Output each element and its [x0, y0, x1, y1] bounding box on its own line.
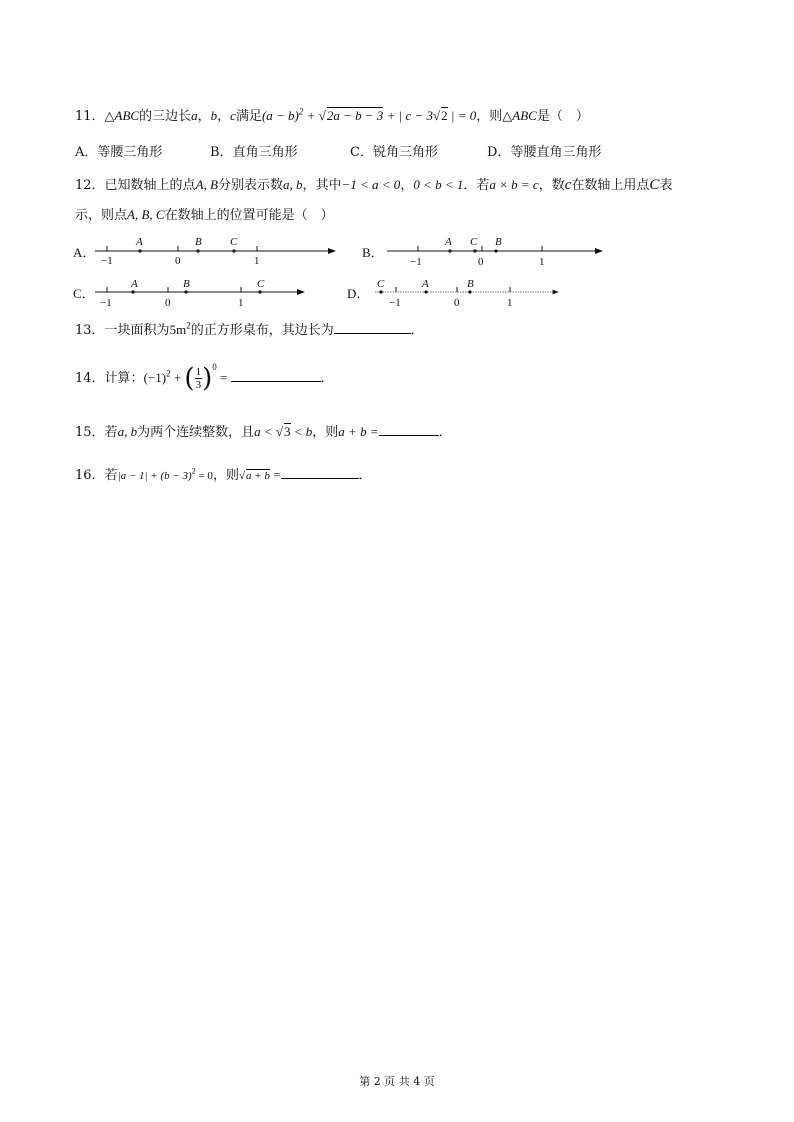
- q11-text: 是（ ）: [536, 109, 589, 124]
- label-a: A: [422, 278, 429, 290]
- label-1: 1: [254, 255, 260, 267]
- label-0: 0: [478, 256, 484, 268]
- label-b: B: [195, 236, 202, 248]
- q11-cond-sqrt2: 2: [441, 108, 448, 123]
- q11-var-c: c: [230, 108, 236, 123]
- q16-end: ．: [358, 468, 372, 483]
- q16-expr-end: = 0: [195, 470, 213, 482]
- q16-expr: |a − 1| + (b − 3): [117, 470, 192, 482]
- q12-text: 示，则点: [75, 208, 128, 223]
- label-neg1: −1: [100, 297, 112, 309]
- q12-option-b-label[interactable]: B．: [362, 245, 384, 260]
- q14-plus: +: [170, 370, 185, 385]
- point-a: [424, 290, 427, 293]
- option-label: C．: [350, 145, 373, 160]
- q13-area-sup: 2: [186, 320, 191, 331]
- page-footer: 第 2 页 共 4 页: [359, 1075, 435, 1088]
- point-a: [138, 249, 141, 252]
- question-12-line1: [75, 175, 672, 196]
- q15-vars: a, b: [117, 424, 138, 439]
- q14-term2-sup: 0: [212, 362, 217, 372]
- q15-expr: a + b =: [338, 424, 379, 439]
- q15-ineq: a <: [254, 424, 273, 439]
- q16-expr-sup: 2: [191, 466, 196, 476]
- q12-text: ．若: [463, 178, 490, 193]
- option-label: A．: [75, 145, 98, 160]
- q12-text: ，: [400, 178, 414, 193]
- q11-cond-sqrt: 2a − b − 3: [326, 108, 384, 123]
- q12-option-d-label[interactable]: D．: [347, 286, 370, 301]
- label-a: A: [136, 236, 143, 248]
- q12-cond: 0 < b < 1: [413, 177, 464, 192]
- q11-triangle: △ABC: [502, 108, 537, 123]
- q12-points: A, B: [195, 177, 218, 192]
- q11-cond-part: + | c − 3: [383, 108, 433, 123]
- q11-text: 满足: [235, 109, 262, 124]
- label-c: C: [257, 278, 265, 290]
- q15-number: 15．: [75, 425, 105, 440]
- q11-comma: ，: [197, 109, 211, 124]
- q11-option-b[interactable]: [210, 143, 298, 163]
- q15-text: 若: [104, 425, 118, 440]
- q12-nums: a, b: [282, 177, 303, 192]
- label-b: B: [467, 278, 474, 290]
- option-text: 锐角三角形: [372, 145, 438, 160]
- q13-number: 13．: [75, 323, 105, 338]
- label-0: 0: [454, 297, 460, 309]
- q16-sqrt-expr: a + b: [246, 470, 270, 482]
- q14-left-paren: (: [184, 363, 195, 394]
- point-a: [448, 249, 451, 252]
- q11-triangle: △ABC: [104, 108, 140, 123]
- q14-term1: (−1): [143, 370, 167, 385]
- q14-eq: =: [216, 370, 231, 385]
- q11-var-b: b: [210, 108, 218, 123]
- q15-text: 为两个连续整数，且: [137, 425, 255, 440]
- question-16: 16．若$|a - 1| + (b - 3)^2 = 0$，则√a + b = ．: [75, 466, 372, 483]
- q14-right-paren: ): [202, 363, 213, 394]
- q11-option-c[interactable]: [350, 143, 438, 163]
- label-0: 0: [165, 297, 171, 309]
- q16-text: ，则: [212, 468, 239, 483]
- q12-points: A, B, C: [127, 207, 165, 222]
- q11-cond-plus: +: [303, 108, 319, 123]
- label-neg1: −1: [101, 255, 113, 267]
- q11-cond-part: | = 0: [447, 108, 477, 123]
- q13-text: 的正方形桌布，其边长为: [190, 323, 334, 338]
- q14-answer-blank[interactable]: [231, 368, 321, 382]
- label-b: B: [495, 236, 502, 248]
- q12-option-d-axis[interactable]: [375, 278, 558, 309]
- q11-option-d[interactable]: [487, 143, 601, 163]
- label-c: C: [377, 278, 385, 290]
- q11-text: 的三边长: [139, 109, 192, 124]
- q11-condition: $(a - b)^2 + √2a - b - 3$ + | c − 3√2 | = 0: [261, 106, 477, 123]
- q13-answer-blank[interactable]: [334, 320, 411, 334]
- q12-cond: a × b = c: [489, 177, 539, 192]
- q12-text: 在数轴上用点: [571, 178, 650, 193]
- point-c: [473, 249, 476, 252]
- label-1: 1: [539, 256, 545, 268]
- question-15: 15．若a, b为两个连续整数，且a < √3 < b，则a + b = ．: [75, 424, 452, 440]
- point-c: [232, 249, 235, 252]
- q14-frac-num: 1: [195, 366, 202, 378]
- q11-cond-part: (a − b): [261, 108, 299, 123]
- q12-var: C: [649, 177, 660, 193]
- option-text: 直角三角形: [232, 145, 298, 160]
- q16-text: 若: [104, 468, 118, 483]
- q12-option-c-label[interactable]: C．: [73, 286, 95, 301]
- q11-option-a[interactable]: [75, 143, 162, 163]
- point-c: [379, 290, 382, 293]
- question-12-line2: [75, 205, 334, 226]
- q14-frac-den: 3: [195, 379, 202, 391]
- q14-end: ．: [320, 371, 334, 386]
- label-neg1: −1: [410, 256, 422, 268]
- option-text: 等腰直角三角形: [510, 145, 602, 160]
- point-b: [184, 290, 187, 293]
- label-a: A: [445, 236, 452, 248]
- point-b: [468, 290, 471, 293]
- q15-sqrt: 3: [284, 424, 291, 439]
- q12-text: ，数: [538, 178, 565, 193]
- label-a: A: [131, 278, 138, 290]
- q15-end: ．: [438, 425, 452, 440]
- q12-text: 表: [659, 178, 673, 193]
- point-c: [258, 290, 261, 293]
- option-label: D．: [487, 145, 511, 160]
- point-b: [494, 249, 497, 252]
- q11-text: ，则: [476, 109, 503, 124]
- q12-option-a-axis[interactable]: [95, 236, 335, 267]
- q11-var-a: a: [191, 108, 198, 123]
- q12-option-a-label[interactable]: A．: [73, 245, 96, 260]
- q12-option-b-axis[interactable]: [387, 236, 602, 268]
- q12-var: c: [564, 177, 572, 193]
- label-neg1: −1: [389, 297, 401, 309]
- label-1: 1: [238, 297, 244, 309]
- q16-number: 16．: [75, 468, 105, 483]
- q14-fraction: [195, 366, 203, 391]
- q12-number-lines: [0, 232, 794, 312]
- q15-text: ，则: [312, 425, 339, 440]
- label-c: C: [470, 236, 478, 248]
- q11-comma: ，: [217, 109, 231, 124]
- q15-answer-blank[interactable]: [379, 422, 439, 436]
- q14-text: 计算：: [104, 371, 144, 386]
- option-label: B．: [210, 145, 233, 160]
- q13-text: 一块面积为: [104, 323, 170, 338]
- point-a: [131, 290, 134, 293]
- q15-ineq: < b: [293, 424, 313, 439]
- q14-term1-sup: 2: [166, 368, 171, 379]
- q12-text: 已知数轴上的点: [104, 178, 196, 193]
- q16-eq: =: [269, 467, 281, 482]
- q13-end: ．: [410, 323, 424, 338]
- label-b: B: [183, 278, 190, 290]
- q14-number: 14．: [75, 371, 105, 386]
- question-11: [75, 106, 589, 127]
- q12-text: 分别表示数: [217, 178, 283, 193]
- q12-text: 在数轴上的位置可能是（ ）: [164, 208, 334, 223]
- q11-cond-sup: 2: [298, 106, 304, 117]
- question-13: [75, 320, 424, 341]
- q16-answer-blank[interactable]: [281, 465, 359, 479]
- option-text: 等腰三角形: [97, 145, 163, 160]
- question-14: [75, 362, 334, 394]
- q11-number: 11．: [75, 109, 105, 124]
- label-0: 0: [175, 255, 181, 267]
- q12-number: 12．: [75, 178, 105, 193]
- q13-area: 5m: [169, 322, 187, 337]
- q12-option-c-axis[interactable]: [95, 278, 304, 309]
- label-1: 1: [507, 297, 513, 309]
- q12-cond: −1 < a < 0: [341, 177, 401, 192]
- label-c: C: [230, 236, 238, 248]
- q12-text: ，其中: [302, 178, 342, 193]
- point-b: [196, 249, 199, 252]
